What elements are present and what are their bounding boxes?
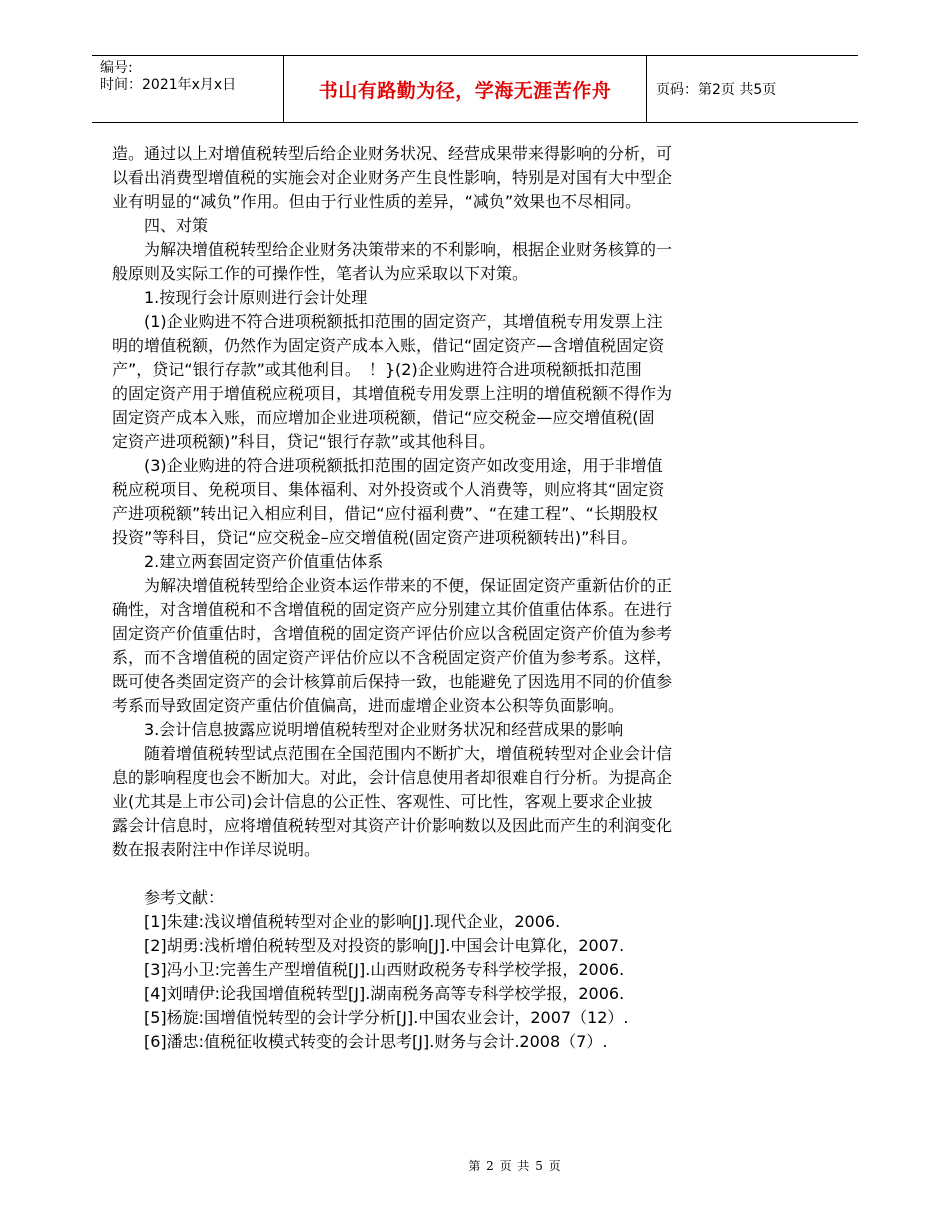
text-line: 1.按现行会计原则进行会计处理: [112, 288, 368, 307]
text-line: 投资”等科目，贷记“应交税金–应交增值税(固定资产进项税额转出)”科目。: [112, 528, 638, 547]
text-line: 产进项税额”转出记入相应利目，借记“应付福利费”、“在建工程”、“长期股权: [112, 504, 658, 523]
text-line: 造。通过以上对增值税转型后给企业财务状况、经营成果带来得影响的分析，可: [112, 144, 673, 163]
header-meta: [92, 56, 284, 122]
text-line: 定资产进项税额)”科目，贷记“银行存款”或其他科目。: [112, 432, 496, 451]
text-line: 考系而导致固定资产重估价值偏高，进而虚增企业资本公积等负面影响。: [112, 696, 625, 715]
page-footer: 第 2 页 共 5 页: [468, 1159, 562, 1173]
reference-item: [2]胡勇:浅析增伯税转型及对投资的影响[J].中国会计电算化，2007.: [112, 936, 625, 955]
text-line: (1)企业购进不符合进项税额抵扣范围的固定资产，其增值税专用发票上注: [112, 312, 663, 331]
text-line: 业有明显的“减负”作用。但由于行业性质的差异，“减负”效果也不尽相同。: [112, 192, 642, 211]
text-line: 数在报表附注中作详尽说明。: [112, 840, 321, 859]
text-line: 般原则及实际工作的可操作性，笔者认为应采取以下对策。: [112, 264, 529, 283]
text-line: 露会计信息时，应将增值税转型对其资产计价影响数以及因此而产生的利润变化: [112, 816, 673, 835]
text-line: 税应税项目、免税项目、集体福利、对外投资或个人消费等，则应将其“固定资: [112, 480, 665, 499]
time-label: 时间：2021年x月x日: [100, 77, 237, 93]
text-line: 为解决增值税转型给企业财务决策带来的不利影响，根据企业财务核算的一: [112, 240, 673, 259]
text-line: 固定资产成本入账，而应增加企业进项税额，借记“应交税金—应交增值税(固: [112, 408, 655, 427]
header-motto: 书山有路勤为径，学海无涯苦作舟: [284, 56, 647, 122]
reference-item: [3]冯小卫:完善生产型增值税[J].山西财政税务专科学校学报，2006.: [112, 960, 625, 979]
reference-item: [5]杨旋:国增值悦转型的会计学分析[J].中国农业会计，2007（12）.: [112, 1008, 629, 1027]
text-line: 的固定资产用于增值税应税项目，其增值税专用发票上注明的增值税额不得作为: [112, 384, 673, 403]
text-line: (3)企业购进的符合进项税额抵扣范围的固定资产如改变用途，用于非增值: [112, 456, 663, 475]
text-line: 固定资产价值重估时，含增值税的固定资产评估价应以含税固定资产价值为参考: [112, 624, 673, 643]
text-line: 四、对策: [112, 216, 209, 235]
text-line: 为解决增值税转型给企业资本运作带来的不便，保证固定资产重新估价的正: [112, 576, 673, 595]
text-line: 既可使各类固定资产的会计核算前后保持一致，也能避免了因选用不同的价值参: [112, 672, 673, 691]
text-line: 息的影响程度也会不断加大。对此，会计信息使用者却很难自行分析。为提高企: [112, 768, 673, 787]
text-line: 3.会计信息披露应说明增值税转型对企业财务状况和经营成果的影响: [112, 720, 624, 739]
text-line: 系，而不含增值税的固定资产评估价应以不含税固定资产价值为参考系。这样，: [112, 648, 673, 667]
header-page-info: 页码：第2页 共5页: [656, 82, 777, 98]
text-line: 产”，贷记“银行存款”或其他利目。 ！}(2)企业购进符合进项税额抵扣范围: [112, 360, 642, 379]
reference-item: [4]刘晴伊:论我国增值税转型[J].湖南税务高等专科学校学报，2006.: [112, 984, 625, 1003]
text-line: 业(尤其是上市公司)会计信息的公正性、客观性、可比性，客观上要求企业披: [112, 792, 653, 811]
page-header: [92, 55, 858, 123]
text-line: 随着增值税转型试点范围在全国范围内不断扩大，增值税转型对企业会计信: [112, 744, 673, 763]
number-label: 编号:: [100, 60, 133, 76]
reference-item: [1]朱建:浅议增值税转型对企业的影响[J].现代企业，2006.: [112, 912, 561, 931]
reference-item: [6]潘忠:值税征收模式转变的会计思考[J].财务与会计.2008（7）.: [112, 1032, 608, 1051]
references-heading: 参考文献：: [112, 888, 225, 907]
text-line: 明的增值税额，仍然作为固定资产成本入账，借记“固定资产—含增值税固定资: [112, 336, 665, 355]
text-line: 2.建立两套固定资产价值重估体系: [112, 552, 384, 571]
body-text: [112, 142, 772, 862]
references: [112, 886, 772, 1054]
text-line: 以看出消费型增值税的实施会对企业财务产生良性影响，特别是对国有大中型企: [112, 168, 673, 187]
document-body: [112, 142, 772, 1054]
text-line: 确性，对含增值税和不含增值税的固定资产应分别建立其价值重估体系。在进行: [112, 600, 673, 619]
